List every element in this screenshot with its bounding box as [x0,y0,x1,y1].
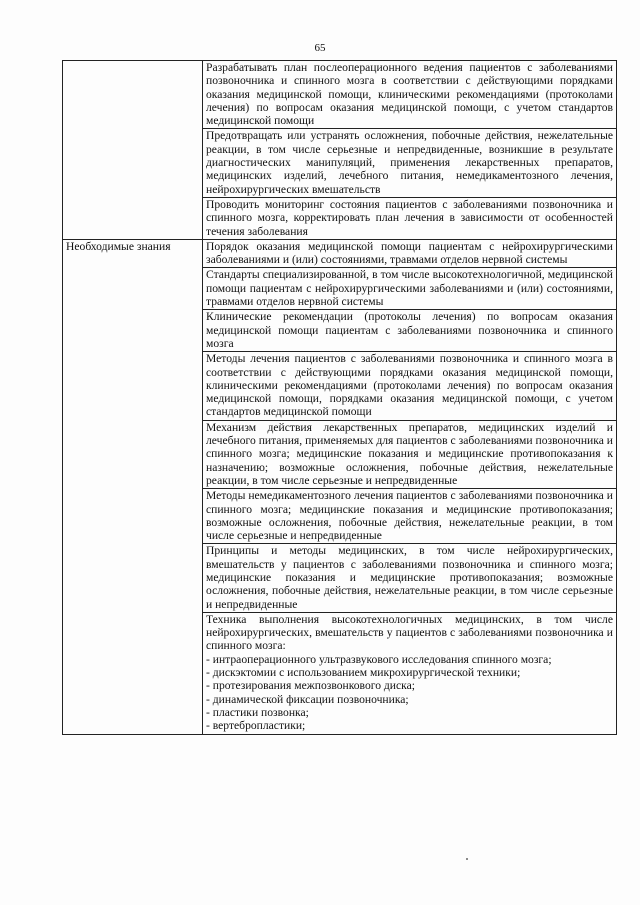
technique-item: - интраоперационного ультразвукового исследования спинного мозга; [206,652,552,666]
knowledge-cell: Методы лечения пациентов с заболеваниями позвоночника и спинного мозга в соответствии с действующими порядками оказания медицинской помощи, клиническими рекомендациями (протоколами лечения) по вопросам оказания медицинской помощи, порядками оказания медицинской помощи, с учетом стандартов медицинской помощи [203,352,617,420]
technique-item: - пластики позвонка; [206,705,309,719]
knowledge-cell: Методы немедикаментозного лечения пациентов с заболеваниями позвоночника и спинного мозга; медицинские показания и медицинские противопоказания; возможные осложнения, побочные действия, нежелательные реакции, в том числе серьезные и непредвиденные [203,489,617,544]
skill-cell: Предотвращать или устранять осложнения, побочные действия, нежелательные реакции, в том числе серьезные и непредвиденные, возникшие в результате диагностических манипуляций, применения лекарственных препаратов, медицинских изделий, лечебного питания, немедикаментозного лечения, нейрохирургических вмешательств [203,129,617,197]
skill-cell: Разрабатывать план послеоперационного ведения пациентов с заболеваниями позвоночника и спинного мозга в соответствии с действующими порядками оказания медицинской помощи, клиническими рекомендациями (протоколами лечения) по вопросам оказания медицинской помощи, с учетом стандартов медицинской помощи [203,61,617,129]
knowledge-cell: Механизм действия лекарственных препаратов, медицинских изделий и лечебного питания, применяемых для пациентов с заболеваниями позвоночника и спинного мозга; медицинские показания и медицинские противопоказания к назначению; возможные осложнения, побочные действия, нежелательные реакции, в том числе серьезные и непредвиденные [203,420,617,488]
technique-item: - дискэктомии с использованием микрохирургической техники; [206,666,521,680]
knowledge-cell: Принципы и методы медицинских, в том числе нейрохирургических, вмешательств у пациентов с заболеваниями позвоночника и спинного мозга; медицинские показания и медицинские противопоказания; возможные осложнения, побочные действия, нежелательные реакции, в том числе серьезные и непредвиденные [203,544,617,612]
knowledge-cell: Клинические рекомендации (протоколы лечения) по вопросам оказания медицинской помощи пациентам с заболеваниями позвоночника и спинного мозга [203,310,617,352]
competency-table [62,60,617,735]
technique-item: - динамической фиксации позвоночника; [206,692,409,706]
technique-item: - протезирования межпозвонкового диска; [206,679,415,693]
knowledge-cell: Стандарты специализированной, в том числе высокотехнологичной, медицинской помощи пациентам с нейрохирургическими заболеваниями и (или) состояниями, травмами отделов нервной системы [203,268,617,310]
knowledge-cell: Порядок оказания медицинской помощи пациентам с нейрохирургическими заболеваниями и (или) состояниями, травмами отделов нервной системы [203,239,617,268]
technique-item: - вертебропластики; [206,719,306,733]
skill-cell: Проводить мониторинг состояния пациентов с заболеваниями позвоночника и спинного мозга, корректировать план лечения в зависимости от особенностей течения заболевания [203,197,617,239]
page-number: 65 [314,42,326,54]
label-cell-empty [63,61,203,240]
knowledge-label-cell [63,239,203,734]
technique-intro: Техника выполнения высокотехнологичных медицинских, в том числе нейрохирургических, вмешательств у пациентов с заболеваниями позвоночника и спинного мозга: [206,612,613,653]
knowledge-label: Необходимые знания [66,239,171,253]
knowledge-cell-technique [203,612,617,734]
scan-speck [466,858,468,860]
table-row [63,239,617,268]
table-row [63,61,617,129]
